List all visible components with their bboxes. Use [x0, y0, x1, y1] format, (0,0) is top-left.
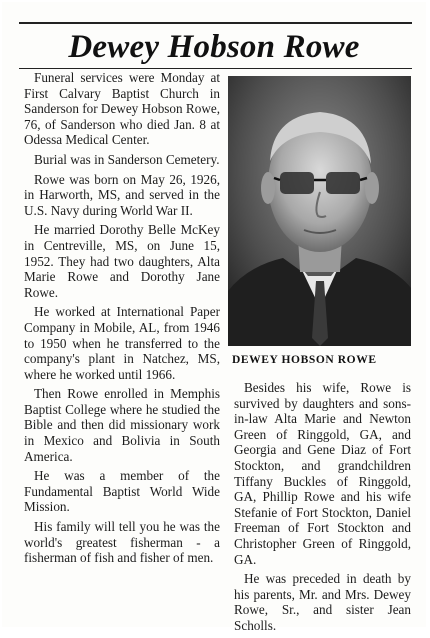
headline-top-rule	[19, 22, 412, 24]
headline-bottom-rule	[19, 68, 412, 69]
paragraph-mission: He was a member of the Fundamental Baptist World Wide Mission.	[24, 468, 220, 515]
paragraph-marriage: He married Dorothy Belle McKey in Centreville, MS, on June 15, 1952. They had two daughters, Alta Marie Rowe and Dorothy Jane Rowe.	[24, 222, 220, 300]
paragraph-funeral: Funeral services were Monday at First Calvary Baptist Church in Sanderson for Dewey Hobson Rowe, 76, of Sanderson who died Jan. 8 at Odessa Medical Center.	[24, 70, 220, 148]
headline: Dewey Hobson Rowe	[68, 29, 360, 65]
paragraph-college: Then Rowe enrolled in Memphis Baptist College where he studied the Bible and then did missionary work in Mexico and Bolivia in South America.	[24, 386, 220, 464]
paragraph-fisherman: His family will tell you he was the world's greatest fisherman - a fisherman of fish and fisher of men.	[24, 519, 220, 566]
paragraph-work: He worked at International Paper Company in Mobile, AL, from 1946 to 1950 when he transferred to the company's plant in Natchez, MS, where he worked until 1966.	[24, 304, 220, 382]
paragraph-preceded: He was preceded in death by his parents, Mr. and Mrs. Dewey Rowe, Sr., and sister Jean Scholls.	[234, 571, 411, 633]
portrait-photo	[228, 76, 411, 346]
obituary-clipping	[2, 2, 426, 633]
photo-caption: DEWEY HOBSON ROWE	[232, 354, 377, 366]
left-column	[24, 70, 220, 570]
right-column	[234, 380, 411, 638]
paragraph-birth: Rowe was born on May 26, 1926, in Harworth, MS, and served in the U.S. Navy during World War II.	[24, 171, 220, 218]
paragraph-burial: Burial was in Sanderson Cemetery.	[34, 151, 220, 167]
paragraph-survivors: Besides his wife, Rowe is survived by daughters and sons-in-law Alta Marie and Newton Green of Ringgold, GA, and Georgia and Gene Diaz of Fort Stockton, and grandchildren Tiffany Buckles of Ringgold, GA, Phillip Rowe and his wife Stefanie of Fort Stockton, Daniel Freeman of Fort Stockton and Christopher Green of Ringgold, GA.	[234, 380, 411, 567]
